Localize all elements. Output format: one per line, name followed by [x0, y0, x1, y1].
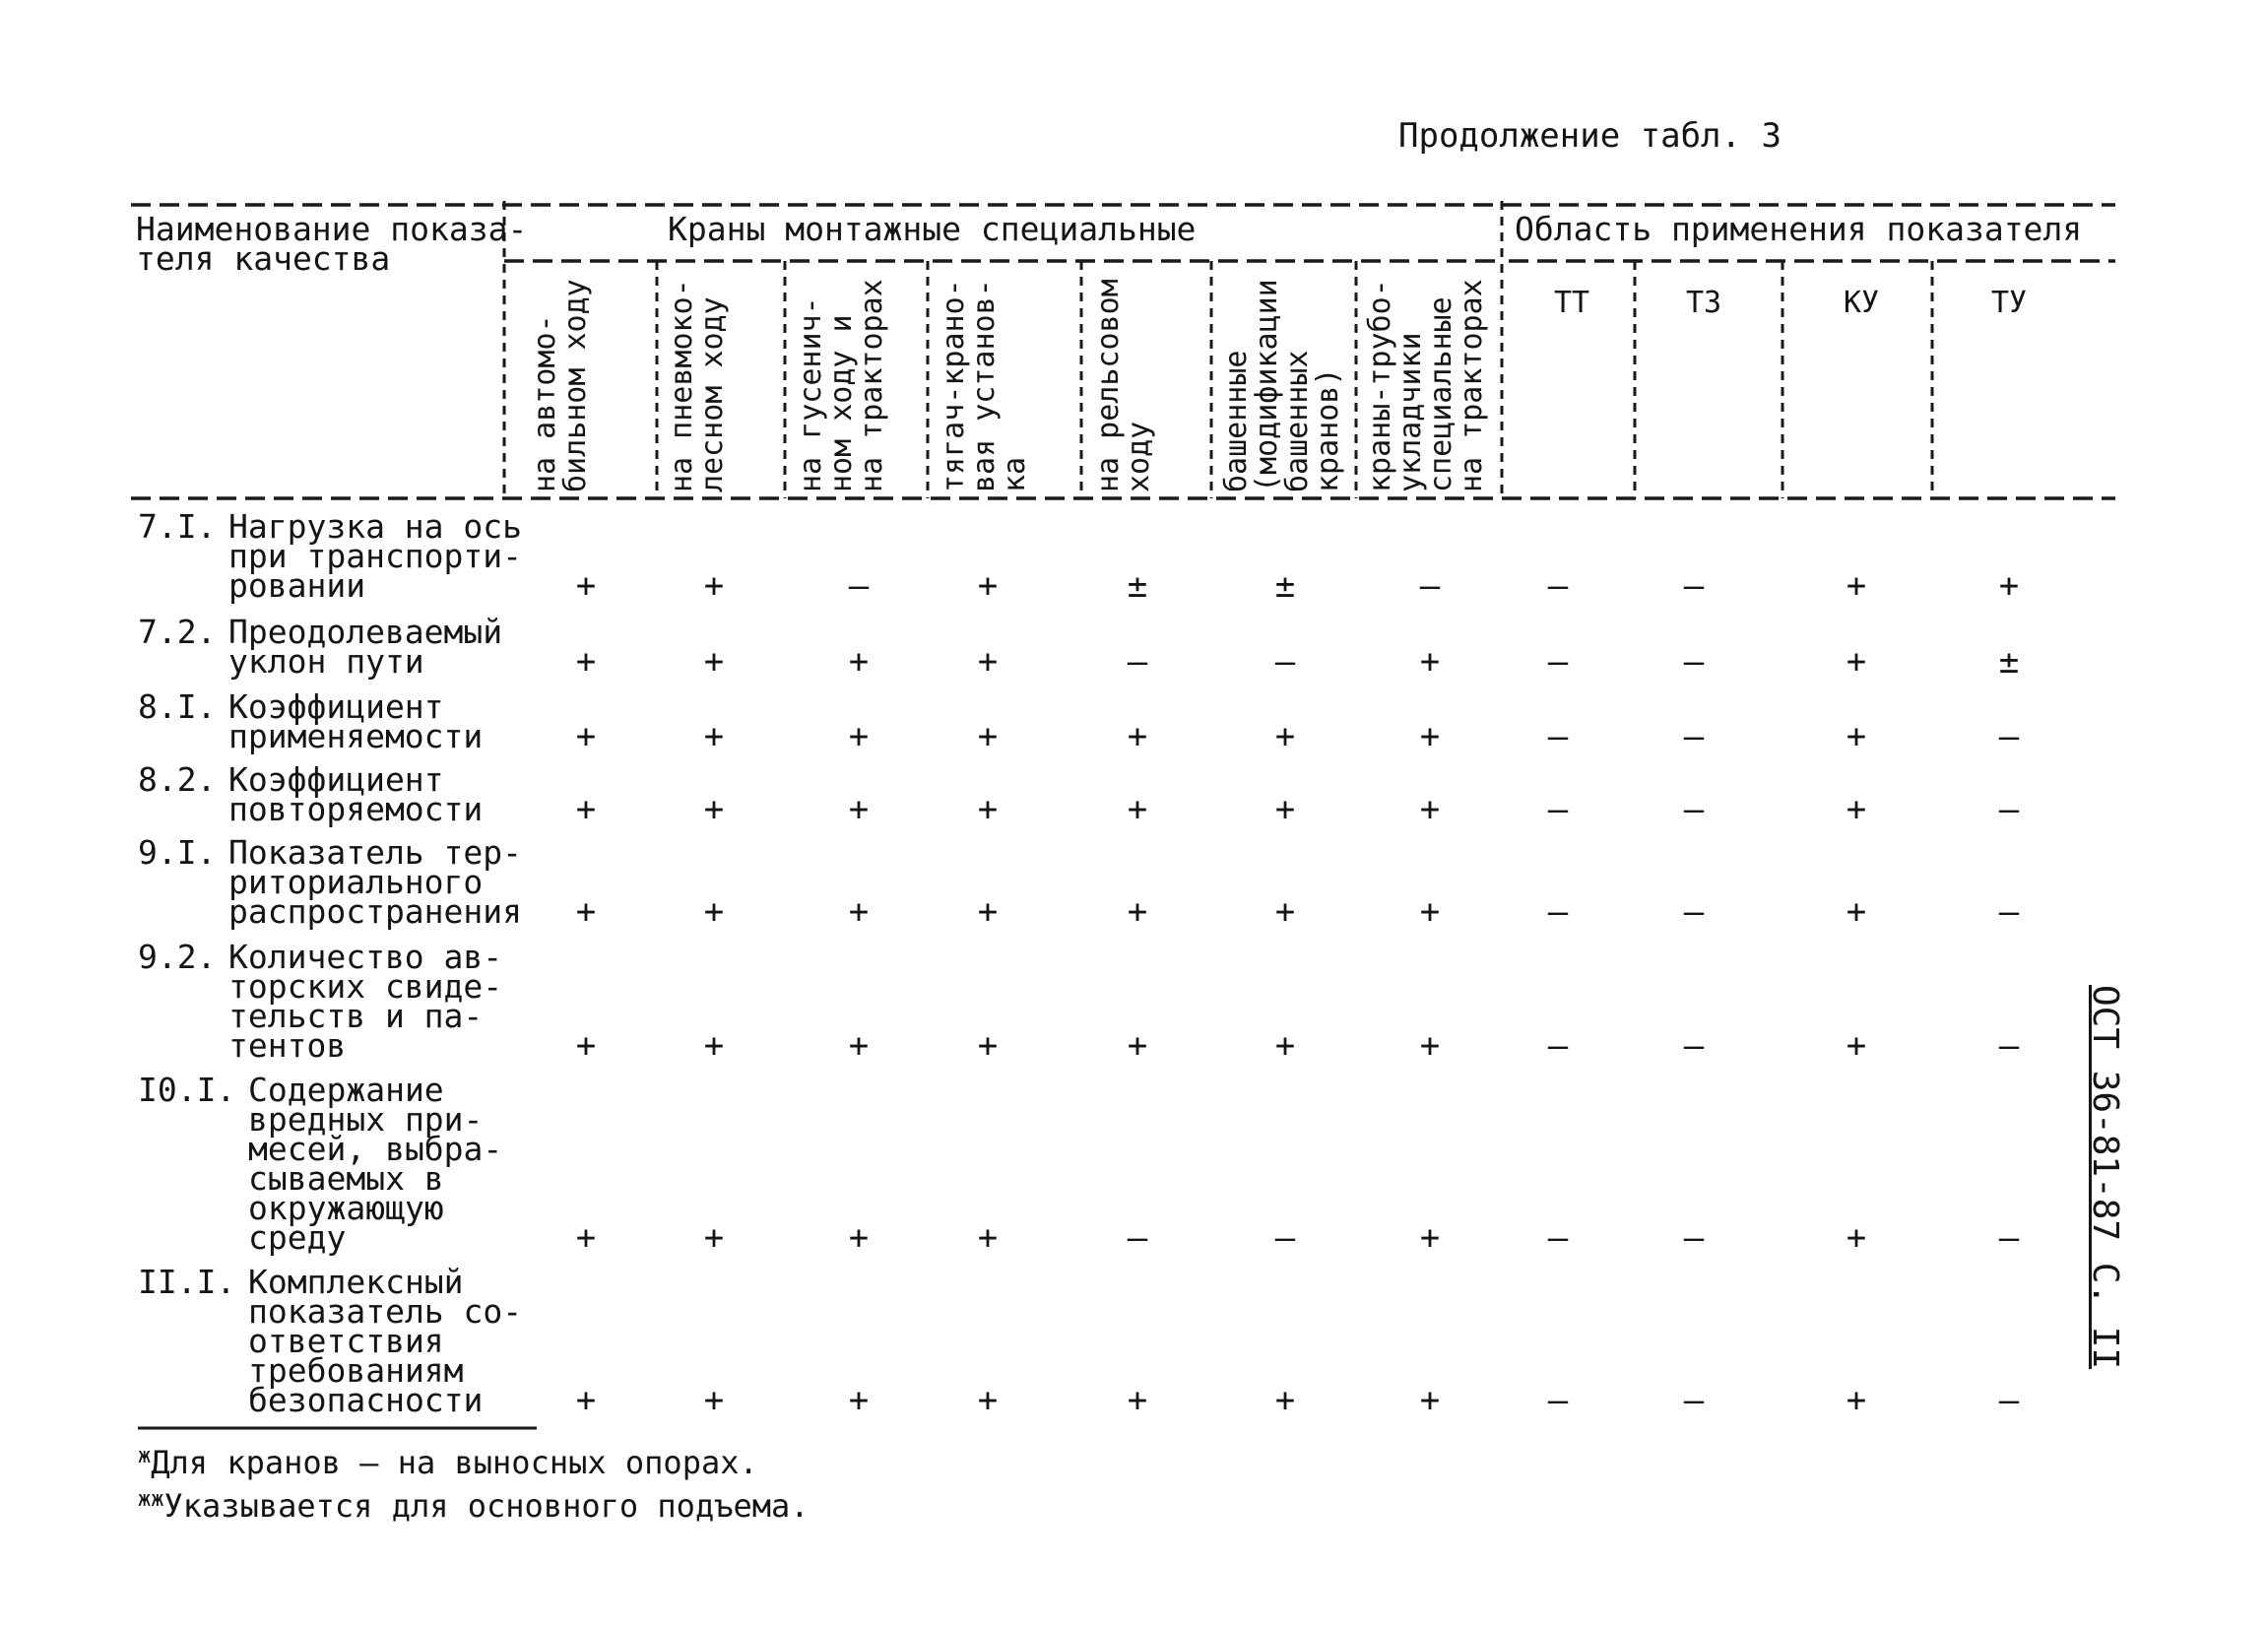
table-cell: – [1547, 717, 1569, 756]
table-cell: + [1846, 892, 1867, 932]
table-cell: + [575, 717, 597, 756]
cranes-group-header: Краны монтажные специальные [668, 210, 1197, 248]
table-cell: – [1547, 1381, 1569, 1420]
table-cell: – [1547, 642, 1569, 682]
table-cell: + [1274, 790, 1296, 829]
table-cell: + [1419, 892, 1441, 932]
col-header-tz: ТЗ [1686, 286, 1722, 320]
table-cell: – [1683, 642, 1705, 682]
table-cell: + [1419, 1218, 1441, 1258]
table-cell: – [1274, 642, 1296, 682]
footnote-1: $^ж$Для кранов – на выносных опорах. [138, 1444, 758, 1481]
table-cell: + [1846, 790, 1867, 829]
row-indicator-name: Нагрузка на ось при транспорти- ровании [228, 507, 523, 605]
table-cell: + [848, 642, 870, 682]
row-indicator-name: Показатель тер- риториального распространения [228, 833, 523, 931]
table-cell: + [1846, 717, 1867, 756]
table-cell: + [848, 790, 870, 829]
table-cell: – [1547, 1218, 1569, 1258]
table-cell: + [703, 717, 725, 756]
table-cell: + [703, 1218, 725, 1258]
table-cell: + [703, 790, 725, 829]
table-cell: + [1127, 790, 1148, 829]
col-header-ku: КУ [1844, 286, 1880, 320]
table-cell: – [1274, 1218, 1296, 1258]
table-cell: – [1998, 790, 2020, 829]
table-cell: + [977, 566, 999, 606]
table-cell: + [1846, 642, 1867, 682]
table-cell: – [1683, 1218, 1705, 1258]
table-cell: + [848, 1026, 870, 1066]
row-number: II.I. [138, 1263, 236, 1301]
footnote-2: $^{жж}$Указывается для основного подъема. [138, 1487, 810, 1525]
row-number: 9.2. [138, 938, 217, 976]
table-cell: + [575, 790, 597, 829]
table-cell: + [1846, 1218, 1867, 1258]
table-cell: + [575, 892, 597, 932]
table-cell: – [1683, 1026, 1705, 1066]
table-cell: + [977, 1026, 999, 1066]
scope-group-header: Область применения показателя [1515, 210, 2083, 248]
table-cell: + [1127, 1381, 1148, 1420]
col-header-tt: ТТ [1554, 286, 1590, 320]
table-cell: + [703, 1026, 725, 1066]
table-caption: Продолжение табл. 3 [1398, 116, 1782, 156]
table-cell: – [1547, 566, 1569, 606]
table-cell: + [1419, 1381, 1441, 1420]
table-cell: + [575, 566, 597, 606]
table-cell: – [1998, 717, 2020, 756]
table-cell: – [1683, 566, 1705, 606]
table-cell: + [703, 892, 725, 932]
table-cell: + [1419, 717, 1441, 756]
table-cell: ± [1127, 566, 1148, 606]
table-cell: + [848, 892, 870, 932]
table-cell: + [977, 790, 999, 829]
table-cell: + [1127, 717, 1148, 756]
table-cell: + [977, 1218, 999, 1258]
row-number: 7.I. [138, 507, 217, 546]
table-cell: + [1998, 566, 2020, 606]
table-cell: – [1547, 790, 1569, 829]
table-cell: – [1127, 1218, 1148, 1258]
table-cell: + [848, 1381, 870, 1420]
table-cell: – [1998, 892, 2020, 932]
table-cell: + [575, 1218, 597, 1258]
table-cell: + [703, 1381, 725, 1420]
table-cell: + [703, 642, 725, 682]
row-number: 8.I. [138, 687, 217, 726]
table-cell: – [1998, 1218, 2020, 1258]
row-number: I0.I. [138, 1071, 236, 1109]
table-cell: + [848, 1218, 870, 1258]
row-indicator-name: Количество ав- торских свиде- тельств и па- тентов [228, 938, 503, 1065]
table-cell: – [1998, 1026, 2020, 1066]
table-cell: + [1274, 892, 1296, 932]
table-cell: + [848, 717, 870, 756]
table-cell: – [1547, 892, 1569, 932]
table-cell: + [977, 892, 999, 932]
row-number: 7.2. [138, 613, 217, 651]
row-number: 9.I. [138, 833, 217, 872]
row-indicator-name: Преодолеваемый уклон пути [228, 613, 503, 681]
table-cell: + [1274, 1381, 1296, 1420]
table-cell: + [575, 1381, 597, 1420]
row-indicator-name: Коэффициент применяемости [228, 687, 484, 755]
table-cell: + [1419, 790, 1441, 829]
table-cell: + [1127, 892, 1148, 932]
table-cell: + [977, 717, 999, 756]
table-cell: + [575, 1026, 597, 1066]
table-cell: + [1846, 1381, 1867, 1420]
table-cell: – [1683, 790, 1705, 829]
col-header-tu: ТУ [1991, 286, 2028, 320]
table-cell: – [1419, 566, 1441, 606]
table-cell: + [1846, 566, 1867, 606]
table-cell: + [1419, 1026, 1441, 1066]
table-cell: + [1419, 642, 1441, 682]
table-cell: ± [1998, 642, 2020, 682]
name-column-header: Наименование показа- теля качества [136, 210, 528, 278]
table-cell: + [1274, 1026, 1296, 1066]
table-cell: + [703, 566, 725, 606]
table-cell: – [1547, 1026, 1569, 1066]
table-cell: + [1274, 717, 1296, 756]
table-cell: ± [1274, 566, 1296, 606]
table-cell: – [1683, 892, 1705, 932]
table-cell: + [977, 642, 999, 682]
table-cell: – [1998, 1381, 2020, 1420]
row-indicator-name: Содержание вредных при- месей, выбра- сываемых в окружающую среду [248, 1071, 503, 1257]
table-cell: + [1127, 1026, 1148, 1066]
table-cell: – [1683, 1381, 1705, 1420]
row-indicator-name: Коэффициент повторяемости [228, 760, 484, 828]
table-cell: + [575, 642, 597, 682]
table-cell: – [1683, 717, 1705, 756]
table-cell: – [1127, 642, 1148, 682]
table-cell: – [848, 566, 870, 606]
table-cell: + [977, 1381, 999, 1420]
row-indicator-name: Комплексный показатель со- ответствия требованиям безопасности [248, 1263, 523, 1419]
table-cell: + [1846, 1026, 1867, 1066]
row-number: 8.2. [138, 760, 217, 799]
